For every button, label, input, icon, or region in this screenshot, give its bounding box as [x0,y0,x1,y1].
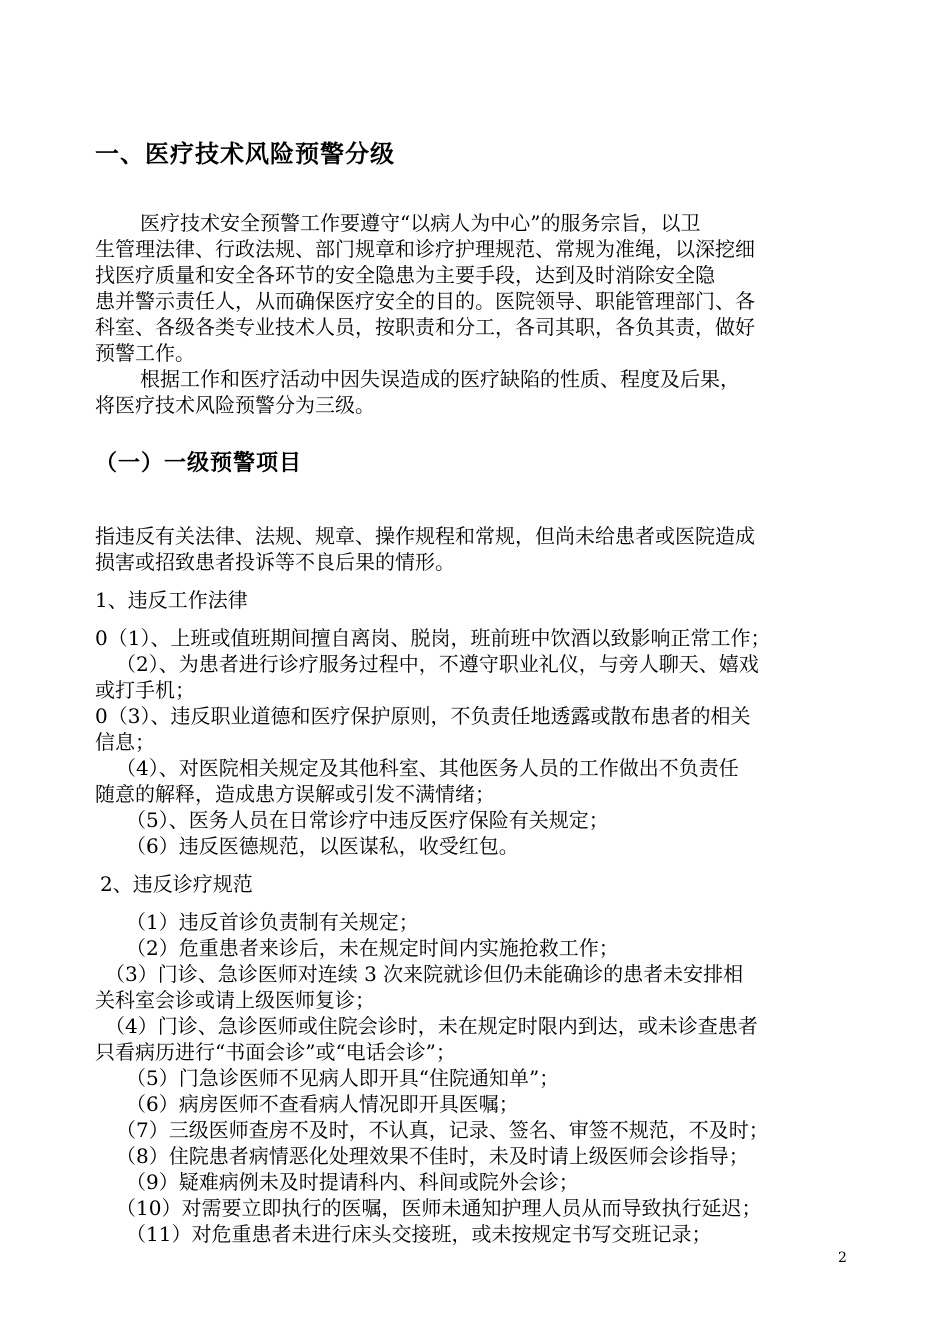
list-item: 或打手机； [95,678,195,702]
list-item: 0（1）、上班或值班期间擅自离岗、脱岗，班前班中饮酒以致影响正常工作； [95,626,771,650]
list-item: （6）病房医师不查看病人情况即开具医嘱； [126,1092,519,1116]
definition-line: 损害或招致患者投诉等不良后果的情形。 [95,550,455,574]
list-item: （7）三级医师查房不及时，不认真，记录、签名、审签不规范，不及时； [116,1118,769,1142]
list-item: （10）对需要立即执行的医嘱，医师未通知护理人员从而导致执行延迟； [116,1196,762,1220]
list-item: 0（3）、违反职业道德和医疗保护原则，不负责任地透露或散布患者的相关 [95,704,751,728]
intro-line: 根据工作和医疗活动中因失误造成的医疗缺陷的性质、程度及后果， [140,367,740,391]
list-item: （5）门急诊医师不见病人即开具“住院通知单”； [126,1066,560,1090]
list-item: （9）疑难病例未及时提请科内、科间或院外会诊； [126,1170,579,1194]
intro-line: 将医疗技术风险预警分为三级。 [95,393,375,417]
subsection-title: 2、违反诊疗规范 [100,872,253,896]
intro-line: 患并警示责任人，从而确保医疗安全的目的。医院领导、职能管理部门、各 [95,289,755,313]
list-item: （1）违反首诊负责制有关规定； [126,910,419,934]
intro-line: 找医疗质量和安全各环节的安全隐患为主要手段，达到及时消除安全隐 [95,263,715,287]
list-item: （4）门诊、急诊医师或住院会诊时，未在规定时限内到达，或未诊查患者 [105,1014,758,1038]
section-heading-2: （一）一级预警项目 [95,451,303,476]
list-item: （8）住院患者病情恶化处理效果不佳时，未及时请上级医师会诊指导； [116,1144,749,1168]
subsection-title: 1、违反工作法律 [95,588,248,612]
definition-line: 指违反有关法律、法规、规章、操作规程和常规，但尚未给患者或医院造成 [95,524,755,548]
list-item: （2）危重患者来诊后，未在规定时间内实施抢救工作； [126,936,619,960]
section-heading-1: 一、医疗技术风险预警分级 [95,140,395,168]
list-item: （3）门诊、急诊医师对连续 3 次来院就诊但仍未能确诊的患者未安排相 [105,962,744,986]
intro-line: 科室、各级各类专业技术人员，按职责和分工，各司其职，各负其责，做好 [95,315,755,339]
list-item: （5）、医务人员在日常诊疗中违反医疗保险有关规定； [126,808,609,832]
list-item: （2）、为患者进行诊疗服务过程中，不遵守职业礼仪，与旁人聊天、嬉戏 [116,652,759,676]
list-item: （6）违反医德规范，以医谋私，收受红包。 [126,834,519,858]
list-item: 随意的解释，造成患方误解或引发不满情绪； [95,782,495,806]
intro-line: 医疗技术安全预警工作要遵守“以病人为中心”的服务宗旨，以卫 [140,211,701,235]
intro-line: 预警工作。 [95,341,195,365]
list-item: （11）对危重患者未进行床头交接班，或未按规定书写交班记录； [126,1222,712,1246]
list-item: （4）、对医院相关规定及其他科室、其他医务人员的工作做出不负责任 [116,756,739,780]
list-item: 关科室会诊或请上级医师复诊； [95,988,375,1012]
intro-line: 生管理法律、行政法规、部门规章和诊疗护理规范、常规为准绳，以深挖细 [95,237,755,261]
list-item: 只看病历进行“书面会诊”或“电话会诊”； [95,1040,456,1064]
page-number: 2 [838,1250,847,1266]
list-item: 信息； [95,730,155,754]
